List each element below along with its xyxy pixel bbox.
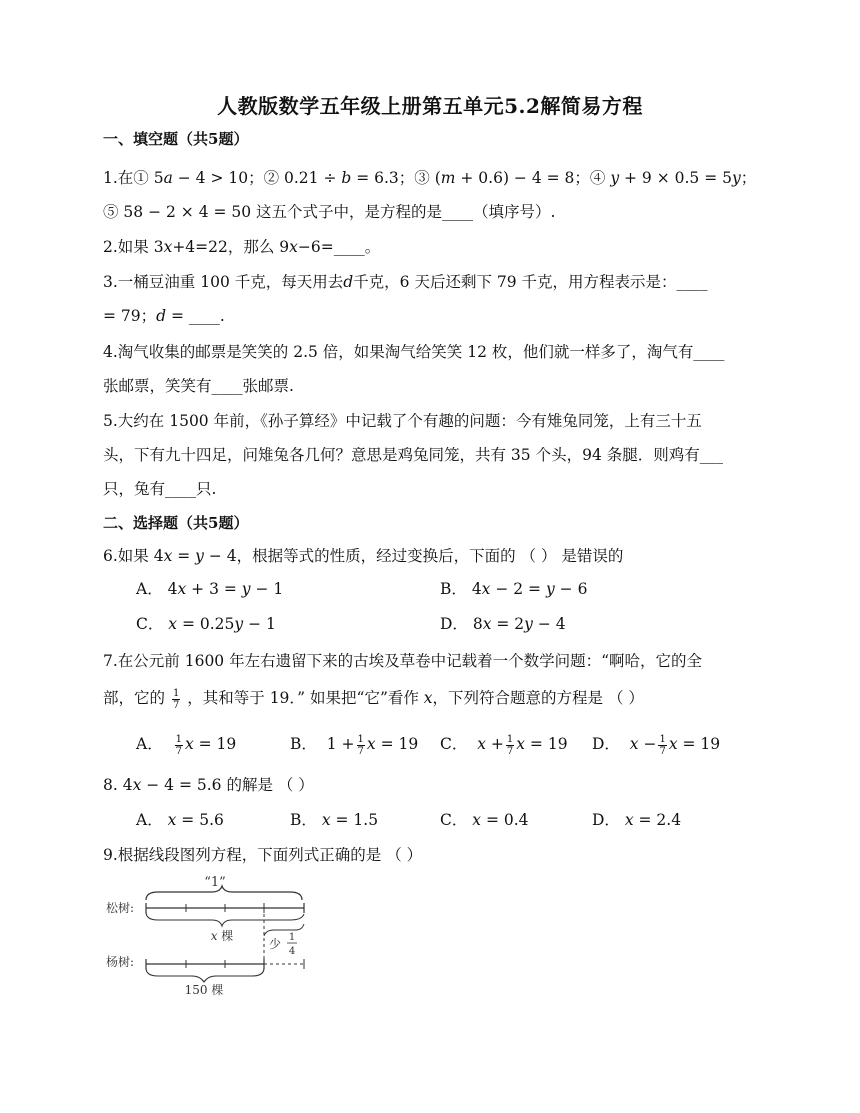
question-8-option-a: A． 𝑥 = 5.6 <box>136 811 224 829</box>
question-7-option-d: D． 𝑥 − $\frac{1}{7}$ 𝑥 = 19 <box>592 733 721 757</box>
question-7-line-2 <box>103 686 644 711</box>
line-segment-diagram <box>100 868 320 998</box>
question-1-line-1: 1.在① 5𝑎 − 4 > 10；② 0.21 ÷ 𝑏 = 6.3；③ (𝑚 + 0.6) − 4 = 8；④ 𝑦 + 9 × 0.5 = 5𝑦； <box>103 169 757 187</box>
diagram-one-label: “1” <box>204 875 226 890</box>
question-5-line-2: 头，下有九十四足，问雉兔各几何？意思是鸡兔同笼，共有 35 个头，94 条腿．则鸡有___ <box>103 446 723 464</box>
question-8: 8. 4𝑥 − 4 = 5.6 的解是 （ ） <box>103 776 314 794</box>
question-8-option-d: D． 𝑥 = 2.4 <box>592 811 682 829</box>
section-heading-fill-blank: 一、填空题（共5题） <box>103 130 249 148</box>
diagram-less-label: 少 <box>269 937 282 951</box>
diagram-x-brace <box>146 912 304 926</box>
question-9: 9.根据线段图列方程，下面列式正确的是 （ ） <box>103 846 423 864</box>
question-6-option-c: C． 𝑥 = 0.25𝑦 − 1 <box>136 615 276 633</box>
diagram-poplar-label: 杨树: <box>106 955 135 969</box>
question-7-text-a: 部，它的 <box>103 689 166 707</box>
question-4-line-1: 4.淘气收集的邮票是笑笑的 2.5 倍，如果淘气给笑笑 12 枚，他们就一样多了，淘气有____ <box>103 343 725 361</box>
question-2: 2.如果 3𝑥+4=22，那么 9𝑥−6=____。 <box>103 238 381 256</box>
page-title: 人教版数学五年级上册第五单元5.2解简易方程 <box>217 94 643 118</box>
diagram-less-frac-num: 1 <box>288 932 296 943</box>
question-6: 6.如果 4𝑥 = 𝑦 − 4，根据等式的性质，经过变换后，下面的 （ ） 是错误的 <box>103 547 624 565</box>
fraction-one-seventh: $\frac{1}{7}$ <box>172 687 180 711</box>
question-7-option-a: A． $\frac{1}{7}$ 𝑥 = 19 <box>136 733 237 757</box>
question-5-line-3: 只，兔有____只. <box>103 480 217 498</box>
diagram-less-frac-den: 4 <box>288 946 296 957</box>
section-heading-multiple-choice: 二、选择题（共5题） <box>103 514 249 532</box>
question-8-option-c: C． 𝑥 = 0.4 <box>440 811 529 829</box>
question-7-option-c: C． 𝑥 + $\frac{1}{7}$ 𝑥 = 19 <box>440 733 568 757</box>
diagram-count-label: 150 棵 <box>184 983 224 997</box>
question-7-text-b: ，其和等于 19．” 如果把“它”看作 𝑥，下列符合题意的方程是 （ ） <box>187 689 644 707</box>
question-5-line-1: 5.大约在 1500 年前，《孙子算经》中记载了个有趣的问题：今有雉兔同笼，上有三十五 <box>103 412 702 430</box>
question-3-line-1: 3.一桶豆油重 100 千克，每天用去𝑑千克，6 天后还剩下 79 千克，用方程表示是：____ <box>103 273 708 291</box>
question-6-option-d: D． 8𝑥 = 2𝑦 − 4 <box>440 615 566 633</box>
diagram-pine-label: 松树: <box>106 901 135 915</box>
diagram-x-label: 𝑥 棵 <box>210 929 234 943</box>
diagram-poplar-brace <box>146 968 264 982</box>
question-7-option-b: B． 1 + $\frac{1}{7}$ 𝑥 = 19 <box>290 733 419 757</box>
question-1-line-2: ⑤ 58 − 2 × 4 = 50 这五个式子中，是方程的是____（填序号）. <box>103 203 556 221</box>
question-4-line-2: 张邮票，笑笑有____张邮票. <box>103 377 294 395</box>
question-6-option-a: A． 4𝑥 + 3 = 𝑦 − 1 <box>136 580 284 598</box>
question-7-line-1: 7.在公元前 1600 年左右遗留下来的古埃及草卷中记载着一个数学问题：“啊哈，它的全 <box>103 652 703 670</box>
question-3-line-2: = 79；𝑑 = ____. <box>103 307 225 325</box>
question-8-option-b: B． 𝑥 = 1.5 <box>290 811 379 829</box>
question-6-option-b: B． 4𝑥 − 2 = 𝑦 − 6 <box>440 580 588 598</box>
